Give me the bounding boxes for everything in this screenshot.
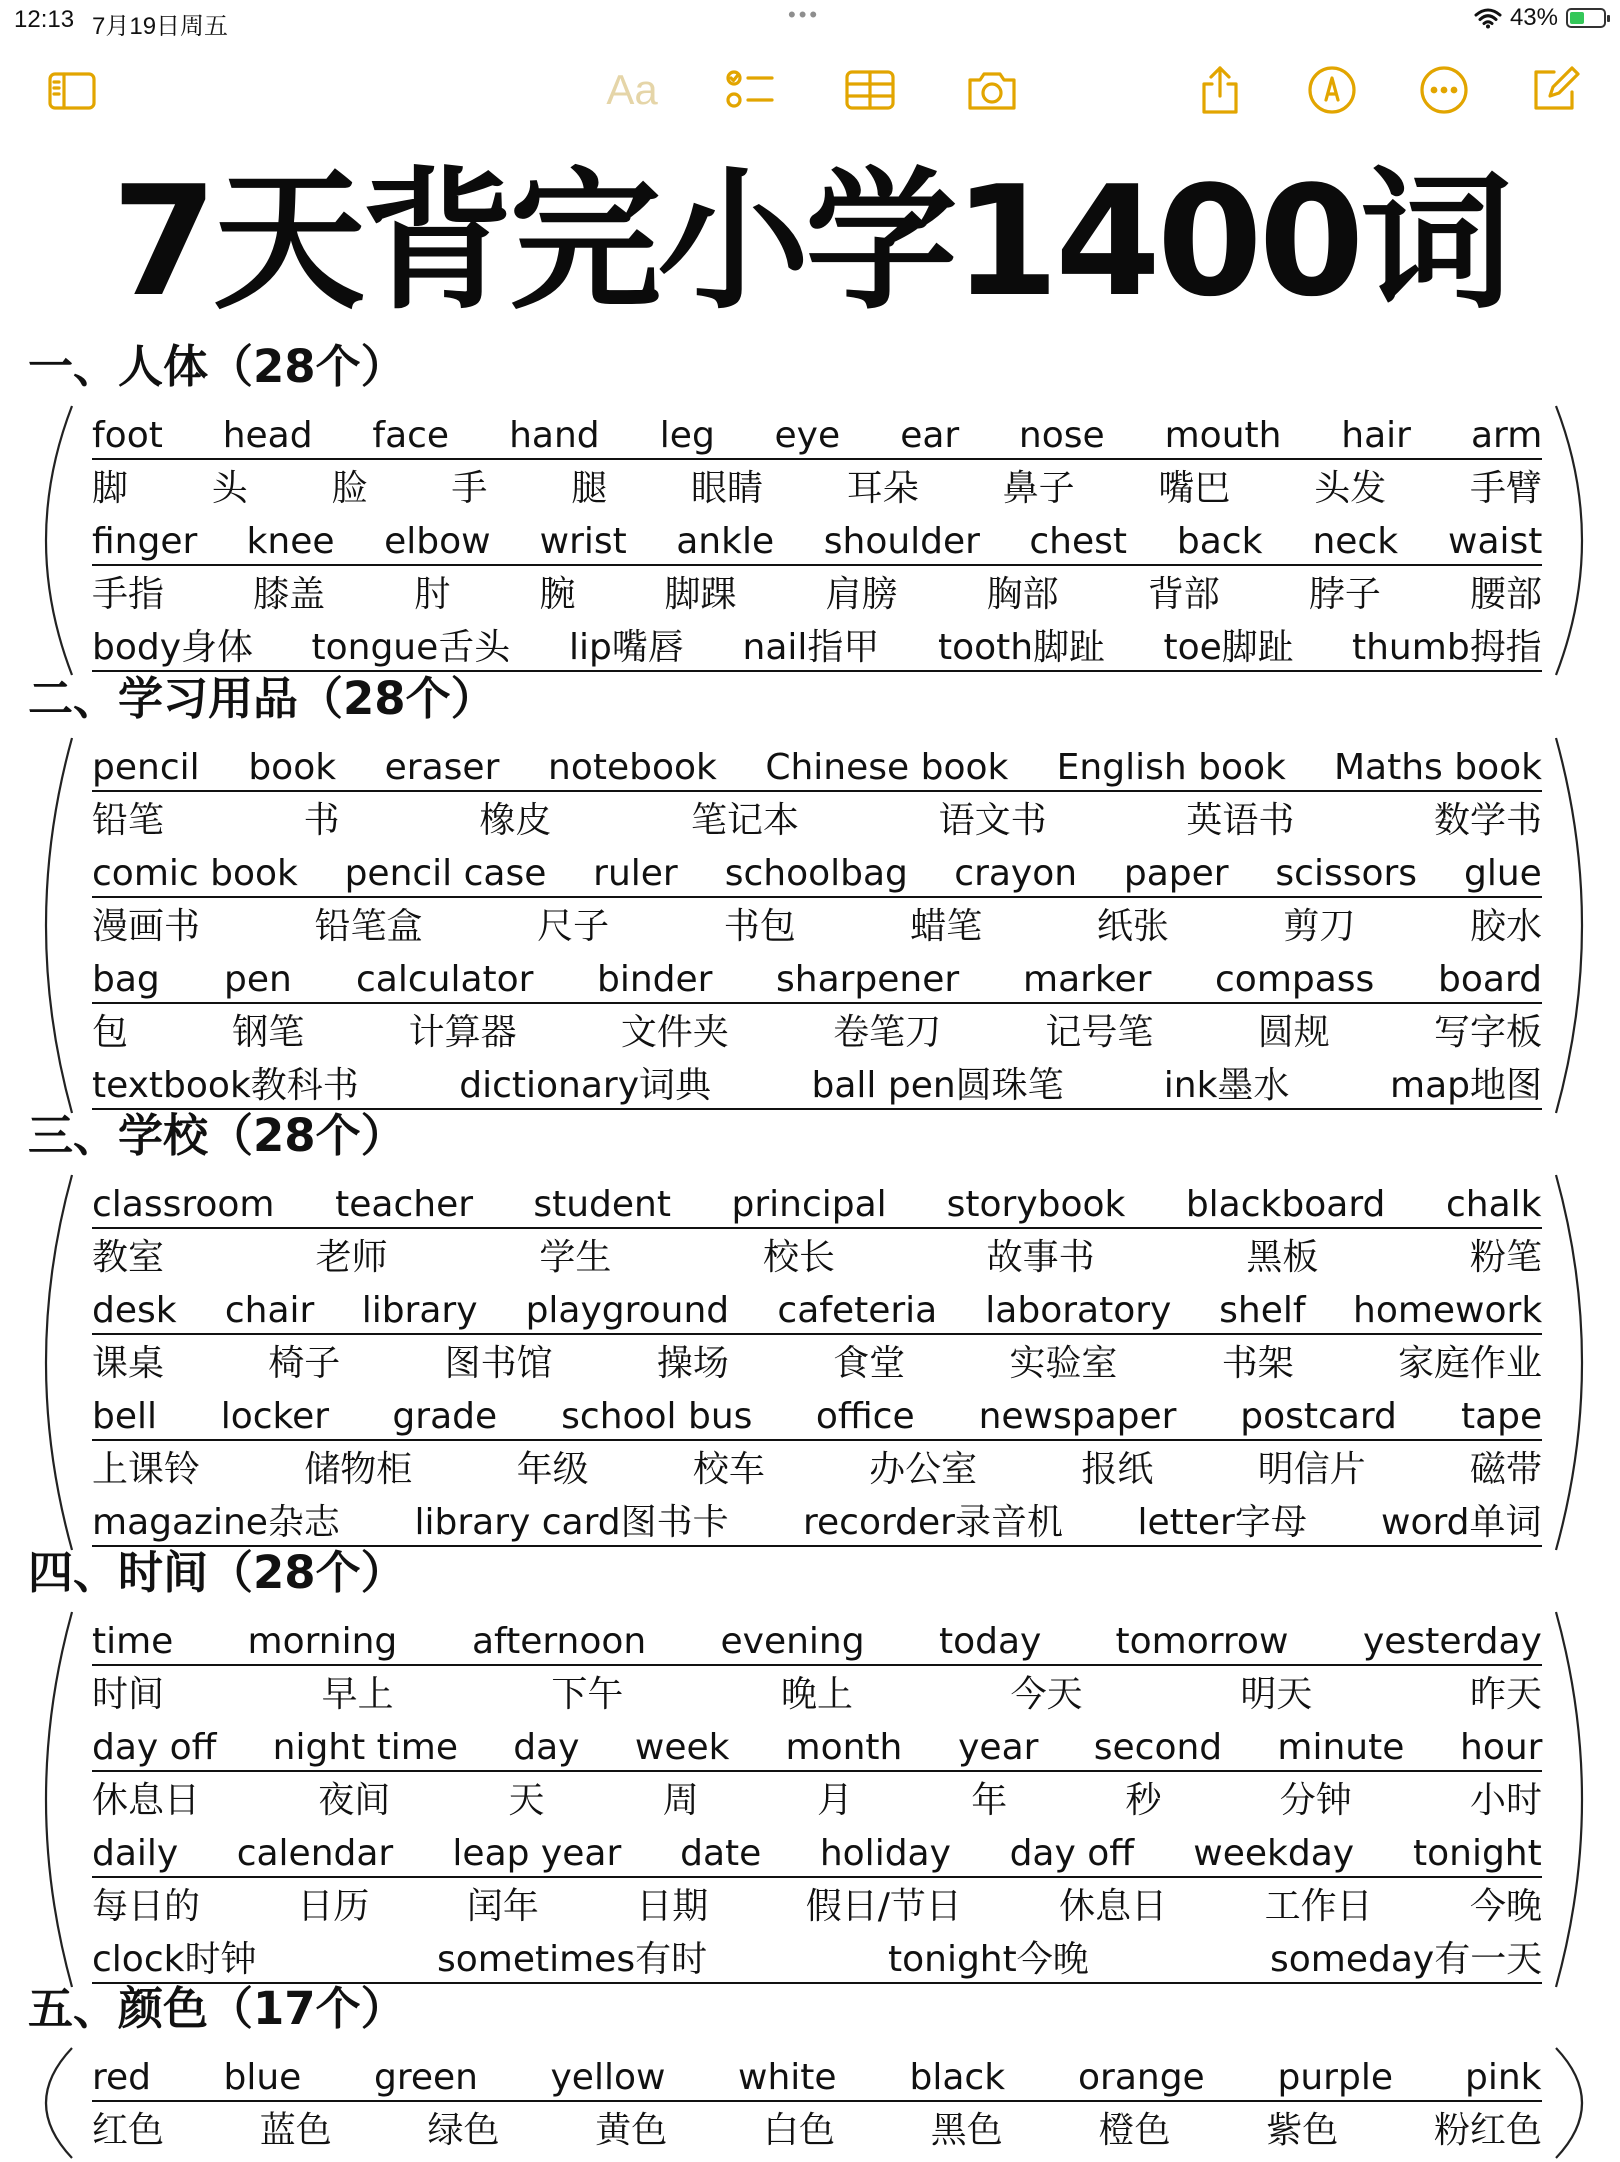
chinese-meaning-row bbox=[92, 791, 1542, 843]
word-cell: ruler bbox=[593, 853, 678, 894]
word-cell: ball pen圆珠笔 bbox=[811, 1065, 1064, 1106]
word-cell: office bbox=[815, 1396, 915, 1437]
meaning-cell: 食堂 bbox=[833, 1343, 906, 1384]
word-cell: yesterday bbox=[1363, 1621, 1542, 1662]
word-cell: calendar bbox=[236, 1833, 394, 1874]
share-button[interactable] bbox=[1188, 58, 1252, 122]
meaning-cell: 橡皮 bbox=[479, 800, 552, 841]
word-cell: chair bbox=[224, 1290, 315, 1331]
word-cell: homework bbox=[1353, 1290, 1543, 1331]
meaning-cell: 年 bbox=[971, 1780, 1008, 1821]
word-cell: library bbox=[361, 1290, 478, 1331]
meaning-cell: 实验室 bbox=[1009, 1343, 1118, 1384]
meaning-cell: 英语书 bbox=[1186, 800, 1295, 841]
word-cell: day off bbox=[92, 1727, 217, 1768]
word-cell: school bus bbox=[561, 1396, 753, 1437]
word-cell: blue bbox=[223, 2057, 302, 2098]
meaning-cell: 写字板 bbox=[1434, 1012, 1543, 1053]
meaning-cell: 记号笔 bbox=[1045, 1012, 1154, 1053]
meaning-cell: 蓝色 bbox=[259, 2110, 332, 2151]
word-cell: paper bbox=[1123, 853, 1229, 894]
english-word-row bbox=[92, 1824, 1542, 1878]
chinese-meaning-row bbox=[92, 1877, 1542, 1929]
word-cell: comic book bbox=[92, 853, 298, 894]
meaning-cell: 黑板 bbox=[1246, 1237, 1319, 1278]
english-word-row bbox=[92, 1493, 1542, 1547]
meaning-cell: 头 bbox=[211, 468, 248, 509]
meaning-cell: 周 bbox=[662, 1780, 699, 1821]
english-word-row bbox=[92, 1281, 1542, 1335]
meaning-cell: 脸 bbox=[331, 468, 368, 509]
word-cell: marker bbox=[1023, 959, 1152, 1000]
english-word-row bbox=[92, 2048, 1542, 2102]
word-cell: leap year bbox=[452, 1833, 622, 1874]
right-parenthesis bbox=[1548, 2048, 1608, 2158]
meaning-cell: 粉笔 bbox=[1470, 1237, 1543, 1278]
word-cell: holiday bbox=[819, 1833, 951, 1874]
meaning-cell: 眼睛 bbox=[691, 468, 764, 509]
meaning-cell: 下午 bbox=[551, 1674, 624, 1715]
word-cell: dictionary词典 bbox=[459, 1065, 712, 1106]
meaning-cell: 脚 bbox=[92, 468, 129, 509]
word-cell: teacher bbox=[335, 1184, 474, 1225]
meaning-cell: 天 bbox=[508, 1780, 545, 1821]
word-cell: morning bbox=[247, 1621, 398, 1662]
meaning-cell: 脚踝 bbox=[664, 574, 737, 615]
meaning-cell: 纸张 bbox=[1096, 906, 1169, 947]
word-cell: waist bbox=[1448, 521, 1543, 562]
meaning-cell: 时间 bbox=[92, 1674, 165, 1715]
word-cell: grade bbox=[392, 1396, 498, 1437]
word-cell: notebook bbox=[548, 747, 717, 788]
english-word-row bbox=[92, 1056, 1542, 1110]
word-cell: tonight bbox=[1413, 1833, 1542, 1874]
word-cell: sometimes有时 bbox=[437, 1939, 708, 1980]
word-cell: book bbox=[248, 747, 337, 788]
word-cell: ear bbox=[900, 415, 960, 456]
meaning-cell: 教室 bbox=[92, 1237, 165, 1278]
meaning-cell: 膝盖 bbox=[253, 574, 326, 615]
word-cell: shoulder bbox=[823, 521, 980, 562]
format-button[interactable] bbox=[600, 58, 664, 122]
meaning-cell: 包 bbox=[92, 1012, 129, 1053]
meaning-cell: 文件夹 bbox=[620, 1012, 729, 1053]
left-parenthesis bbox=[20, 2048, 80, 2158]
meaning-cell: 紫色 bbox=[1266, 2110, 1339, 2151]
word-cell: arm bbox=[1471, 415, 1543, 456]
chinese-meaning-row bbox=[92, 1003, 1542, 1055]
word-cell: playground bbox=[525, 1290, 730, 1331]
meaning-cell: 休息日 bbox=[92, 1780, 201, 1821]
word-cell: clock时钟 bbox=[92, 1939, 257, 1980]
word-cell: weekday bbox=[1193, 1833, 1355, 1874]
word-cell: binder bbox=[597, 959, 713, 1000]
word-cell: knee bbox=[246, 521, 335, 562]
meaning-cell: 卷笔刀 bbox=[833, 1012, 942, 1053]
meaning-cell: 圆规 bbox=[1257, 1012, 1330, 1053]
word-cell: night time bbox=[272, 1727, 459, 1768]
word-cell: face bbox=[372, 415, 450, 456]
left-parenthesis bbox=[20, 1175, 80, 1550]
meaning-cell: 年级 bbox=[516, 1449, 589, 1490]
word-cell: locker bbox=[220, 1396, 330, 1437]
chinese-meaning-row bbox=[92, 565, 1542, 617]
word-cell: daily bbox=[92, 1833, 179, 1874]
word-cell: board bbox=[1438, 959, 1542, 1000]
word-cell: year bbox=[958, 1727, 1039, 1768]
meaning-cell: 日历 bbox=[297, 1886, 370, 1927]
sidebar-toggle-button[interactable] bbox=[40, 58, 104, 122]
more-button[interactable] bbox=[1412, 58, 1476, 122]
word-cell: tongue舌头 bbox=[311, 627, 511, 668]
meaning-cell: 每日的 bbox=[92, 1886, 201, 1927]
meaning-cell: 校车 bbox=[692, 1449, 765, 1490]
meaning-cell: 椅子 bbox=[268, 1343, 341, 1384]
word-cell: blackboard bbox=[1185, 1184, 1386, 1225]
chinese-meaning-row bbox=[92, 459, 1542, 511]
word-cell: sharpener bbox=[776, 959, 960, 1000]
meaning-cell: 明天 bbox=[1240, 1674, 1313, 1715]
meaning-cell: 老师 bbox=[315, 1237, 388, 1278]
word-cell: eye bbox=[774, 415, 841, 456]
note-title[interactable]: 7天背完小学1400词 bbox=[111, 153, 1509, 330]
meaning-cell: 橙色 bbox=[1098, 2110, 1171, 2151]
chinese-meaning-row bbox=[92, 897, 1542, 949]
meaning-cell: 铅笔 bbox=[92, 800, 165, 841]
word-cell: pencil case bbox=[344, 853, 547, 894]
meaning-cell: 钢笔 bbox=[232, 1012, 305, 1053]
word-cell: date bbox=[680, 1833, 762, 1874]
meaning-cell: 办公室 bbox=[869, 1449, 978, 1490]
meaning-cell: 储物柜 bbox=[304, 1449, 413, 1490]
meaning-cell: 书架 bbox=[1221, 1343, 1294, 1384]
word-cell: afternoon bbox=[472, 1621, 647, 1662]
english-word-row bbox=[92, 1387, 1542, 1441]
meaning-cell: 校长 bbox=[763, 1237, 836, 1278]
word-cell: lip嘴唇 bbox=[569, 627, 684, 668]
word-cell: chalk bbox=[1446, 1184, 1542, 1225]
meaning-cell: 手臂 bbox=[1470, 468, 1543, 509]
chinese-meaning-row bbox=[92, 1228, 1542, 1280]
word-cell: cafeteria bbox=[777, 1290, 938, 1331]
meaning-cell: 报纸 bbox=[1081, 1449, 1154, 1490]
word-cell: shelf bbox=[1219, 1290, 1306, 1331]
left-parenthesis bbox=[20, 1612, 80, 1987]
word-cell: desk bbox=[92, 1290, 177, 1331]
word-cell: magazine杂志 bbox=[92, 1502, 340, 1543]
word-cell: English book bbox=[1056, 747, 1286, 788]
english-word-row bbox=[92, 1718, 1542, 1772]
word-cell: tooth脚趾 bbox=[938, 627, 1106, 668]
battery-fill bbox=[1570, 12, 1584, 24]
compose-icon bbox=[1528, 62, 1584, 118]
word-cell: pen bbox=[224, 959, 292, 1000]
word-cell: postcard bbox=[1240, 1396, 1397, 1437]
meaning-cell: 工作日 bbox=[1264, 1886, 1373, 1927]
meaning-cell: 假日/节日 bbox=[805, 1886, 962, 1927]
word-cell: body身体 bbox=[92, 627, 254, 668]
word-cell: eraser bbox=[384, 747, 500, 788]
wifi-icon bbox=[1474, 7, 1502, 29]
word-cell: textbook教科书 bbox=[92, 1065, 359, 1106]
table-icon bbox=[842, 62, 898, 118]
meaning-cell: 腰部 bbox=[1470, 574, 1543, 615]
meaning-cell: 磁带 bbox=[1470, 1449, 1543, 1490]
english-word-row bbox=[92, 950, 1542, 1004]
word-cell: tomorrow bbox=[1115, 1621, 1289, 1662]
meaning-cell: 剪刀 bbox=[1283, 906, 1356, 947]
battery-percent: 43% bbox=[1509, 4, 1558, 31]
word-cell: mouth bbox=[1164, 415, 1282, 456]
meaning-cell: 手 bbox=[451, 468, 488, 509]
section-heading: 四、时间（28个） bbox=[28, 1546, 406, 1599]
share-icon bbox=[1192, 62, 1248, 118]
word-cell: pink bbox=[1465, 2057, 1542, 2098]
word-cell: head bbox=[222, 415, 313, 456]
camera-button[interactable] bbox=[960, 58, 1024, 122]
meaning-cell: 脖子 bbox=[1308, 574, 1381, 615]
meaning-cell: 语文书 bbox=[938, 800, 1047, 841]
left-parenthesis bbox=[20, 738, 80, 1113]
word-cell: chest bbox=[1029, 521, 1127, 562]
chinese-meaning-row bbox=[92, 1334, 1542, 1386]
meaning-cell: 头发 bbox=[1314, 468, 1387, 509]
word-cell: today bbox=[939, 1621, 1042, 1662]
word-cell: purple bbox=[1277, 2057, 1393, 2098]
section-heading: 三、学校（28个） bbox=[28, 1109, 406, 1162]
meaning-cell: 书 bbox=[303, 800, 340, 841]
meaning-cell: 手指 bbox=[92, 574, 165, 615]
meaning-cell: 笔记本 bbox=[691, 800, 800, 841]
word-cell: nail指甲 bbox=[742, 627, 880, 668]
english-word-row bbox=[92, 738, 1542, 792]
word-cell: black bbox=[909, 2057, 1006, 2098]
word-cell: library card图书卡 bbox=[414, 1502, 729, 1543]
section-heading: 五、颜色（17个） bbox=[28, 1982, 406, 2035]
word-cell: nose bbox=[1018, 415, 1105, 456]
left-parenthesis bbox=[20, 406, 80, 675]
meaning-cell: 黄色 bbox=[595, 2110, 668, 2151]
word-cell: pencil bbox=[92, 747, 200, 788]
word-cell: yellow bbox=[550, 2057, 666, 2098]
meaning-cell: 分钟 bbox=[1279, 1780, 1352, 1821]
meaning-cell: 肩膀 bbox=[825, 574, 898, 615]
word-cell: letter字母 bbox=[1137, 1502, 1307, 1543]
word-cell: bag bbox=[92, 959, 160, 1000]
word-cell: glue bbox=[1464, 853, 1542, 894]
meaning-cell: 绿色 bbox=[427, 2110, 500, 2151]
more-icon bbox=[1416, 62, 1472, 118]
section-heading: 一、人体（28个） bbox=[28, 340, 406, 393]
word-cell: finger bbox=[92, 521, 198, 562]
meaning-cell: 嘴巴 bbox=[1158, 468, 1231, 509]
meaning-cell: 夜间 bbox=[318, 1780, 391, 1821]
meaning-cell: 胶水 bbox=[1470, 906, 1543, 947]
sidebar-icon bbox=[44, 62, 100, 118]
word-cell: storybook bbox=[946, 1184, 1126, 1225]
meaning-cell: 课桌 bbox=[92, 1343, 165, 1384]
meaning-cell: 故事书 bbox=[986, 1237, 1095, 1278]
word-cell: crayon bbox=[954, 853, 1078, 894]
word-cell: word单词 bbox=[1381, 1502, 1542, 1543]
meaning-cell: 数学书 bbox=[1434, 800, 1543, 841]
word-cell: white bbox=[738, 2057, 837, 2098]
chinese-meaning-row bbox=[92, 1440, 1542, 1492]
word-cell: map地图 bbox=[1390, 1065, 1542, 1106]
meaning-cell: 漫画书 bbox=[92, 906, 201, 947]
checklist-button[interactable] bbox=[718, 58, 782, 122]
meaning-cell: 今天 bbox=[1010, 1674, 1083, 1715]
word-cell: scissors bbox=[1275, 853, 1418, 894]
meaning-cell: 上课铃 bbox=[92, 1449, 201, 1490]
word-cell: red bbox=[92, 2057, 152, 2098]
word-cell: schoolbag bbox=[724, 853, 908, 894]
battery-nub bbox=[1607, 15, 1610, 22]
word-cell: evening bbox=[720, 1621, 865, 1662]
word-cell: Chinese book bbox=[765, 747, 1009, 788]
status-bar bbox=[0, 0, 1620, 40]
word-cell: someday有一天 bbox=[1270, 1939, 1543, 1980]
right-parenthesis bbox=[1548, 406, 1608, 675]
markup-button[interactable] bbox=[1300, 58, 1364, 122]
meaning-cell: 月 bbox=[817, 1780, 854, 1821]
right-parenthesis bbox=[1548, 1175, 1608, 1550]
meaning-cell: 图书馆 bbox=[444, 1343, 553, 1384]
word-cell: compass bbox=[1215, 959, 1375, 1000]
word-cell: neck bbox=[1312, 521, 1399, 562]
word-cell: student bbox=[533, 1184, 671, 1225]
meaning-cell: 学生 bbox=[539, 1237, 612, 1278]
chinese-meaning-row bbox=[92, 1771, 1542, 1823]
word-cell: recorder录音机 bbox=[803, 1502, 1063, 1543]
meaning-cell: 粉红色 bbox=[1434, 2110, 1543, 2151]
word-cell: classroom bbox=[92, 1184, 275, 1225]
word-cell: principal bbox=[731, 1184, 887, 1225]
english-word-row bbox=[92, 512, 1542, 566]
meaning-cell: 晚上 bbox=[781, 1674, 854, 1715]
meaning-cell: 书包 bbox=[723, 906, 796, 947]
meaning-cell: 操场 bbox=[656, 1343, 729, 1384]
meaning-cell: 休息日 bbox=[1059, 1886, 1168, 1927]
notes-toolbar bbox=[0, 58, 1620, 128]
word-cell: calculator bbox=[356, 959, 534, 1000]
right-parenthesis bbox=[1548, 1612, 1608, 1987]
status-time: 12:13 bbox=[14, 6, 75, 33]
status-right bbox=[1474, 4, 1606, 32]
meaning-cell: 腕 bbox=[539, 574, 576, 615]
meaning-cell: 计算器 bbox=[408, 1012, 517, 1053]
word-cell: orange bbox=[1078, 2057, 1205, 2098]
compose-button[interactable] bbox=[1524, 58, 1588, 122]
markup-pen-icon bbox=[1304, 62, 1360, 118]
meaning-cell: 肘 bbox=[414, 574, 451, 615]
word-cell: time bbox=[92, 1621, 174, 1662]
word-cell: bell bbox=[92, 1396, 158, 1437]
meaning-cell: 白色 bbox=[763, 2110, 836, 2151]
word-cell: hour bbox=[1460, 1727, 1543, 1768]
word-cell: green bbox=[374, 2057, 478, 2098]
meaning-cell: 腿 bbox=[571, 468, 608, 509]
english-word-row bbox=[92, 1930, 1542, 1984]
word-cell: day off bbox=[1009, 1833, 1135, 1874]
chinese-meaning-row bbox=[92, 1665, 1542, 1717]
word-cell: back bbox=[1176, 521, 1263, 562]
meaning-cell: 昨天 bbox=[1470, 1674, 1543, 1715]
meaning-cell: 秒 bbox=[1125, 1780, 1162, 1821]
battery-icon bbox=[1566, 8, 1606, 28]
word-cell: ankle bbox=[676, 521, 775, 562]
right-parenthesis bbox=[1548, 738, 1608, 1113]
word-cell: hand bbox=[509, 415, 600, 456]
meaning-cell: 蜡笔 bbox=[910, 906, 983, 947]
word-cell: week bbox=[634, 1727, 730, 1768]
meaning-cell: 黑色 bbox=[930, 2110, 1003, 2151]
word-cell: elbow bbox=[384, 521, 491, 562]
word-cell: toe脚趾 bbox=[1163, 627, 1294, 668]
meaning-cell: 鼻子 bbox=[1002, 468, 1075, 509]
english-word-row bbox=[92, 844, 1542, 898]
english-word-row bbox=[92, 1175, 1542, 1229]
word-cell: minute bbox=[1277, 1727, 1405, 1768]
word-cell: foot bbox=[92, 415, 163, 456]
english-word-row bbox=[92, 1612, 1542, 1666]
word-cell: hair bbox=[1341, 415, 1411, 456]
word-cell: laboratory bbox=[985, 1290, 1172, 1331]
meaning-cell: 今晚 bbox=[1470, 1886, 1543, 1927]
english-word-row bbox=[92, 618, 1542, 672]
meaning-cell: 日期 bbox=[636, 1886, 709, 1927]
meaning-cell: 明信片 bbox=[1257, 1449, 1366, 1490]
chinese-meaning-row bbox=[92, 2101, 1542, 2153]
multitasking-dots-icon[interactable]: ••• bbox=[788, 2, 821, 27]
word-cell: Maths book bbox=[1334, 747, 1543, 788]
word-cell: day bbox=[513, 1727, 580, 1768]
word-cell: wrist bbox=[539, 521, 627, 562]
checklist-icon bbox=[722, 62, 778, 118]
meaning-cell: 闰年 bbox=[466, 1886, 539, 1927]
meaning-cell: 耳朵 bbox=[846, 468, 919, 509]
word-cell: tonight今晚 bbox=[888, 1939, 1089, 1980]
status-date: 7月19日周五 bbox=[92, 13, 229, 40]
meaning-cell: 尺子 bbox=[537, 906, 610, 947]
meaning-cell: 红色 bbox=[92, 2110, 165, 2151]
meaning-cell: 胸部 bbox=[986, 574, 1059, 615]
word-cell: second bbox=[1093, 1727, 1223, 1768]
word-cell: ink墨水 bbox=[1163, 1065, 1290, 1106]
meaning-cell: 早上 bbox=[321, 1674, 394, 1715]
format-label: Aa bbox=[606, 66, 658, 113]
word-cell: thumb拇指 bbox=[1352, 627, 1542, 668]
meaning-cell: 家庭作业 bbox=[1398, 1343, 1543, 1384]
english-word-row bbox=[92, 406, 1542, 460]
word-cell: newspaper bbox=[978, 1396, 1177, 1437]
word-cell: month bbox=[785, 1727, 903, 1768]
meaning-cell: 背部 bbox=[1147, 574, 1220, 615]
section-heading: 二、学习用品（28个） bbox=[28, 672, 496, 725]
word-cell: tape bbox=[1461, 1396, 1543, 1437]
word-cell: leg bbox=[659, 415, 715, 456]
table-button[interactable] bbox=[838, 58, 902, 122]
meaning-cell: 铅笔盒 bbox=[314, 906, 423, 947]
camera-icon bbox=[964, 62, 1020, 118]
meaning-cell: 小时 bbox=[1470, 1780, 1543, 1821]
